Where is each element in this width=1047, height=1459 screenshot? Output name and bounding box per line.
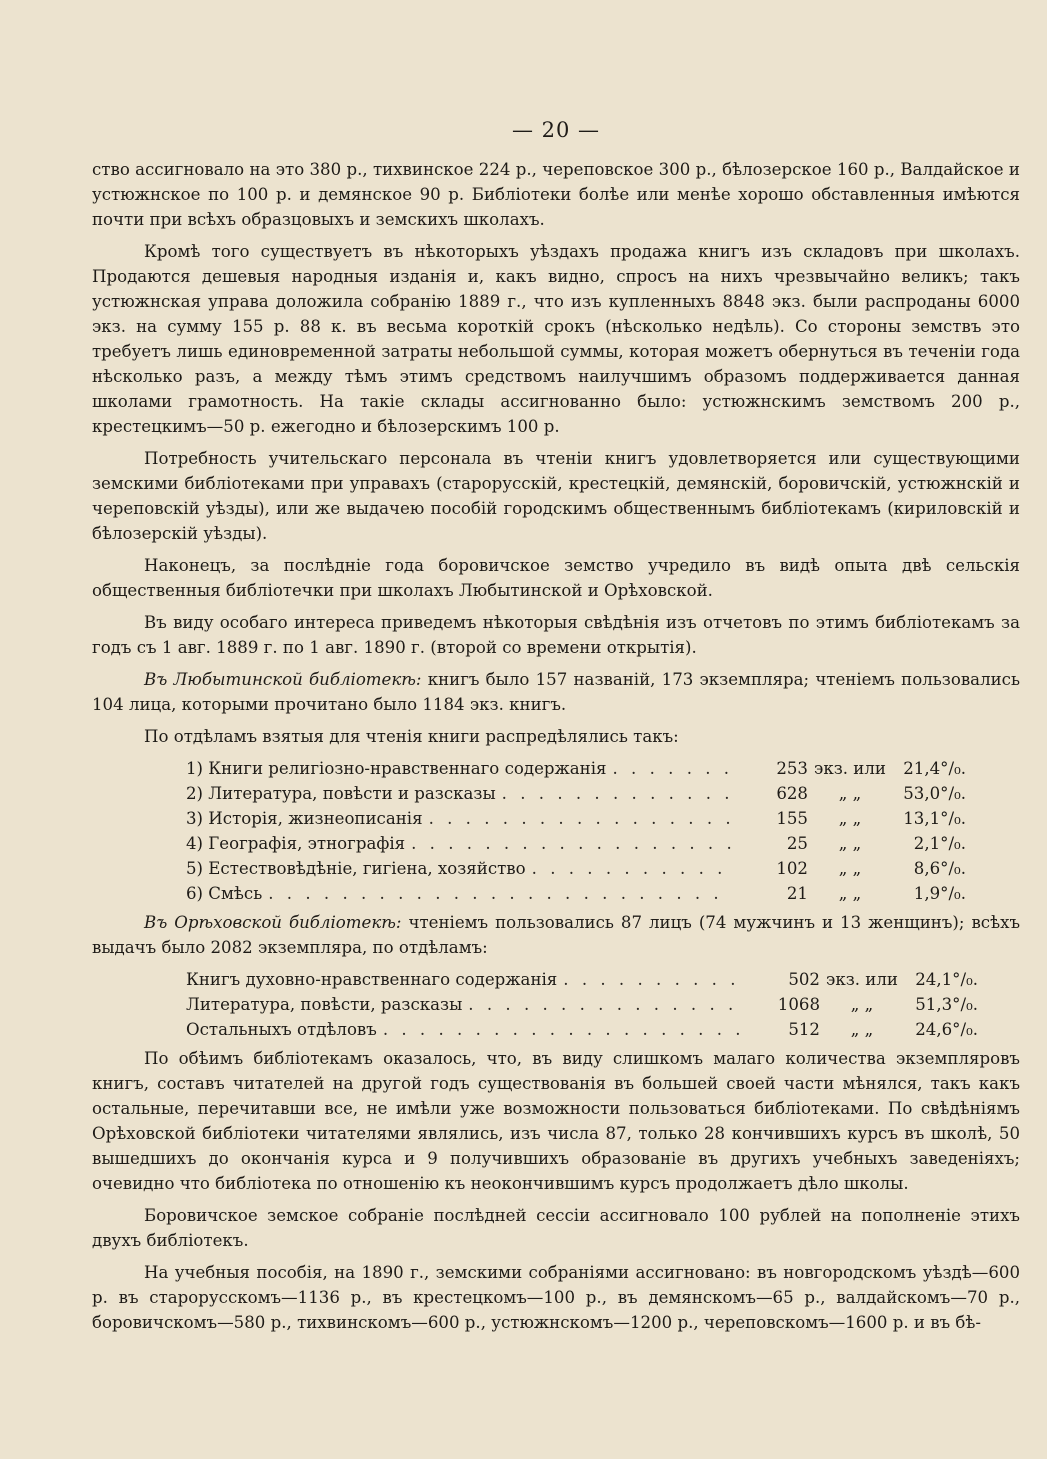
row-unit: экз. или <box>814 759 886 778</box>
paragraph-11: На учебныя пособія, на 1890 г., земскими собраніями ассигновано: въ новгородскомъ уѣздѣ—600 р. въ старорусскомъ—1136 р., въ крестецкомъ—100 р., въ демянскомъ—65 р., валдайскомъ—70 р., боровичскомъ—580 р., тихвинскомъ—600 р., устюжнскомъ—1200 р., череповскомъ—1600 р. и въ бѣ- <box>92 1263 1020 1332</box>
row-percent: 53,0°/₀. <box>903 784 966 803</box>
row-count: 253 <box>776 759 808 778</box>
page-body <box>92 118 1020 1342</box>
library-heading-orekhovo: Въ Орѣховской библіотекѣ: <box>144 913 402 932</box>
row-count: 1068 <box>777 995 820 1014</box>
row-unit: „ „ <box>838 784 862 803</box>
table-row <box>186 806 966 831</box>
row-label: 2) Литература, повѣсти и разсказы <box>186 784 496 803</box>
row-count: 21 <box>786 884 808 903</box>
row-unit: „ „ <box>838 859 862 878</box>
leader-dots <box>502 781 732 806</box>
paragraph-6 <box>92 667 1020 717</box>
table-row <box>186 992 978 1017</box>
paragraph-6-text: книгъ было 157 названій, 173 экземпляра; чтеніемъ пользовались 104 лица, которыми прочитано было 1184 экз. книгъ. <box>92 670 1021 714</box>
leader-dots <box>429 806 732 831</box>
table-row <box>186 831 966 856</box>
paragraph-7: По отдѣламъ взятыя для чтенія книги распредѣлялись такъ: <box>144 727 679 746</box>
row-unit: „ „ <box>838 834 862 853</box>
row-unit: „ „ <box>850 1020 874 1039</box>
paragraph-5: Въ виду особаго интереса приведемъ нѣкоторыя свѣдѣнія изъ отчетовъ по этимъ библіотекамъ за годъ съ 1 авг. 1889 г. по 1 авг. 1890 г. (второй со времени открытія). <box>92 613 1020 657</box>
row-percent: 24,6°/₀. <box>915 1020 978 1039</box>
paragraph-9: По обѣимъ библіотекамъ оказалось, что, въ виду слишкомъ малаго количества экземпляровъ книгъ, составъ читателей на другой годъ существованія въ большей своей части мѣнялся, такъ какъ остальные, перечитавши все, не имѣли уже возможности пользоваться библіотеками. По свѣдѣніямъ Орѣховской библіотеки читателями являлись, изъ числа 87, только 28 кончившихъ курсъ въ школѣ, 50 вышедшихъ до окончанія курса и 9 получившихъ образованіе въ другихъ учебныхъ заведеніяхъ; очевидно что библіотека по отношенію къ неокончившимъ курсъ продолжаетъ дѣло школы. <box>92 1049 1020 1193</box>
row-percent: 21,4°/₀. <box>903 759 966 778</box>
row-unit: экз. или <box>826 970 898 989</box>
paragraph-10: Боровичское земское собраніе послѣдней сессіи ассигновало 100 рублей на пополненіе этихъ двухъ библіотекъ. <box>92 1206 1020 1250</box>
table-row <box>186 756 966 781</box>
row-label: 3) Исторія, жизнеописанія <box>186 809 423 828</box>
row-count: 155 <box>776 809 808 828</box>
leader-dots <box>468 992 744 1017</box>
row-label: Литература, повѣсти, разсказы <box>186 995 463 1014</box>
table-row <box>186 881 966 906</box>
row-unit: „ „ <box>850 995 874 1014</box>
row-count: 512 <box>788 1020 820 1039</box>
row-label: 1) Книги религіозно-нравственнаго содержанія <box>186 759 607 778</box>
row-percent: 13,1°/₀. <box>903 809 966 828</box>
row-count: 628 <box>776 784 808 803</box>
row-percent: 51,3°/₀. <box>915 995 978 1014</box>
row-count: 102 <box>776 859 808 878</box>
lyubytino-table <box>92 756 966 906</box>
row-count: 502 <box>788 970 820 989</box>
leader-dots <box>383 1017 744 1042</box>
table-row <box>186 856 966 881</box>
row-label: 6) Смѣсь <box>186 884 263 903</box>
row-count: 25 <box>786 834 808 853</box>
orekhovo-table <box>92 967 978 1042</box>
table-row <box>186 1017 978 1042</box>
row-percent: 1,9°/₀. <box>913 884 966 903</box>
row-percent: 8,6°/₀. <box>913 859 966 878</box>
row-unit: „ „ <box>838 884 862 903</box>
leader-dots <box>563 967 744 992</box>
paragraph-4: Наконецъ, за послѣдніе года боровичское земство учредило въ видѣ опыта двѣ сельскія общественныя библіотечки при школахъ Любытинской и Орѣховской. <box>92 556 1020 600</box>
row-label: 4) Географія, этнографія <box>186 834 406 853</box>
library-heading-lyubytino: Въ Любытинской библіотекѣ: <box>144 670 422 689</box>
paragraph-8 <box>92 910 1020 960</box>
row-label: Остальныхъ отдѣловъ <box>186 1020 377 1039</box>
leader-dots <box>268 881 732 906</box>
table-row <box>186 781 966 806</box>
row-percent: 2,1°/₀. <box>913 834 966 853</box>
leader-dots <box>411 831 732 856</box>
leader-dots <box>532 856 732 881</box>
leader-dots <box>613 756 733 781</box>
paragraph-2: Кромѣ того существуетъ въ нѣкоторыхъ уѣздахъ продажа книгъ изъ складовъ при школахъ. Продаются дешевыя народныя изданія и, какъ видно, спросъ на нихъ чрезвычайно великъ; такъ устюжнская управа доложила собранію 1889 г., что изъ купленныхъ 8848 экз. были распроданы 6000 экз. на сумму 155 р. 88 к. въ весьма короткій срокъ (нѣсколько недѣль). Со стороны земствъ это требуетъ лишь единовременной затраты небольшой суммы, которая можетъ обернуться въ теченіи года нѣсколько разъ, а между тѣмъ этимъ средствомъ наилучшимъ образомъ поддерживается данная школами грамотность. На такіе склады ассигнованно было: устюжнскимъ земствомъ 200 р., крестецкимъ—50 р. ежегодно и бѣлозерскимъ 100 р. <box>92 242 1020 436</box>
paragraph-8-text: чтеніемъ пользовались 87 лицъ (74 мужчинъ и 13 женщинъ); всѣхъ выдачъ было 2082 экземпляра, по отдѣламъ: <box>92 913 1020 957</box>
paragraph-3: Потребность учительскаго персонала въ чтеніи книгъ удовлетворяется или существующими земскими библіотеками при управахъ (старорусскій, крестецкій, демянскій, боровичскій, устюжнскій и череповскій уѣзды), или же выдачею пособій городскимъ общественнымъ библіотекамъ (кириловскій и бѣлозерскій уѣзды). <box>92 449 1020 543</box>
row-label: Книгъ духовно-нравственнаго содержанія <box>186 970 558 989</box>
row-label: 5) Естествовѣдѣніе, гигіена, хозяйство <box>186 859 526 878</box>
paragraph-1: ство ассигновало на это 380 р., тихвинское 224 р., череповское 300 р., бѣлозерское 160 р., Валдайское и устюжнское по 100 р. и демянское 90 р. Библіотеки болѣе или менѣе хорошо обставленныя имѣются почти при всѣхъ образцовыхъ и земскихъ школахъ. <box>92 160 1020 229</box>
row-percent: 24,1°/₀. <box>915 970 978 989</box>
row-unit: „ „ <box>838 809 862 828</box>
table-row <box>186 967 978 992</box>
page-number: — 20 — <box>511 118 601 142</box>
